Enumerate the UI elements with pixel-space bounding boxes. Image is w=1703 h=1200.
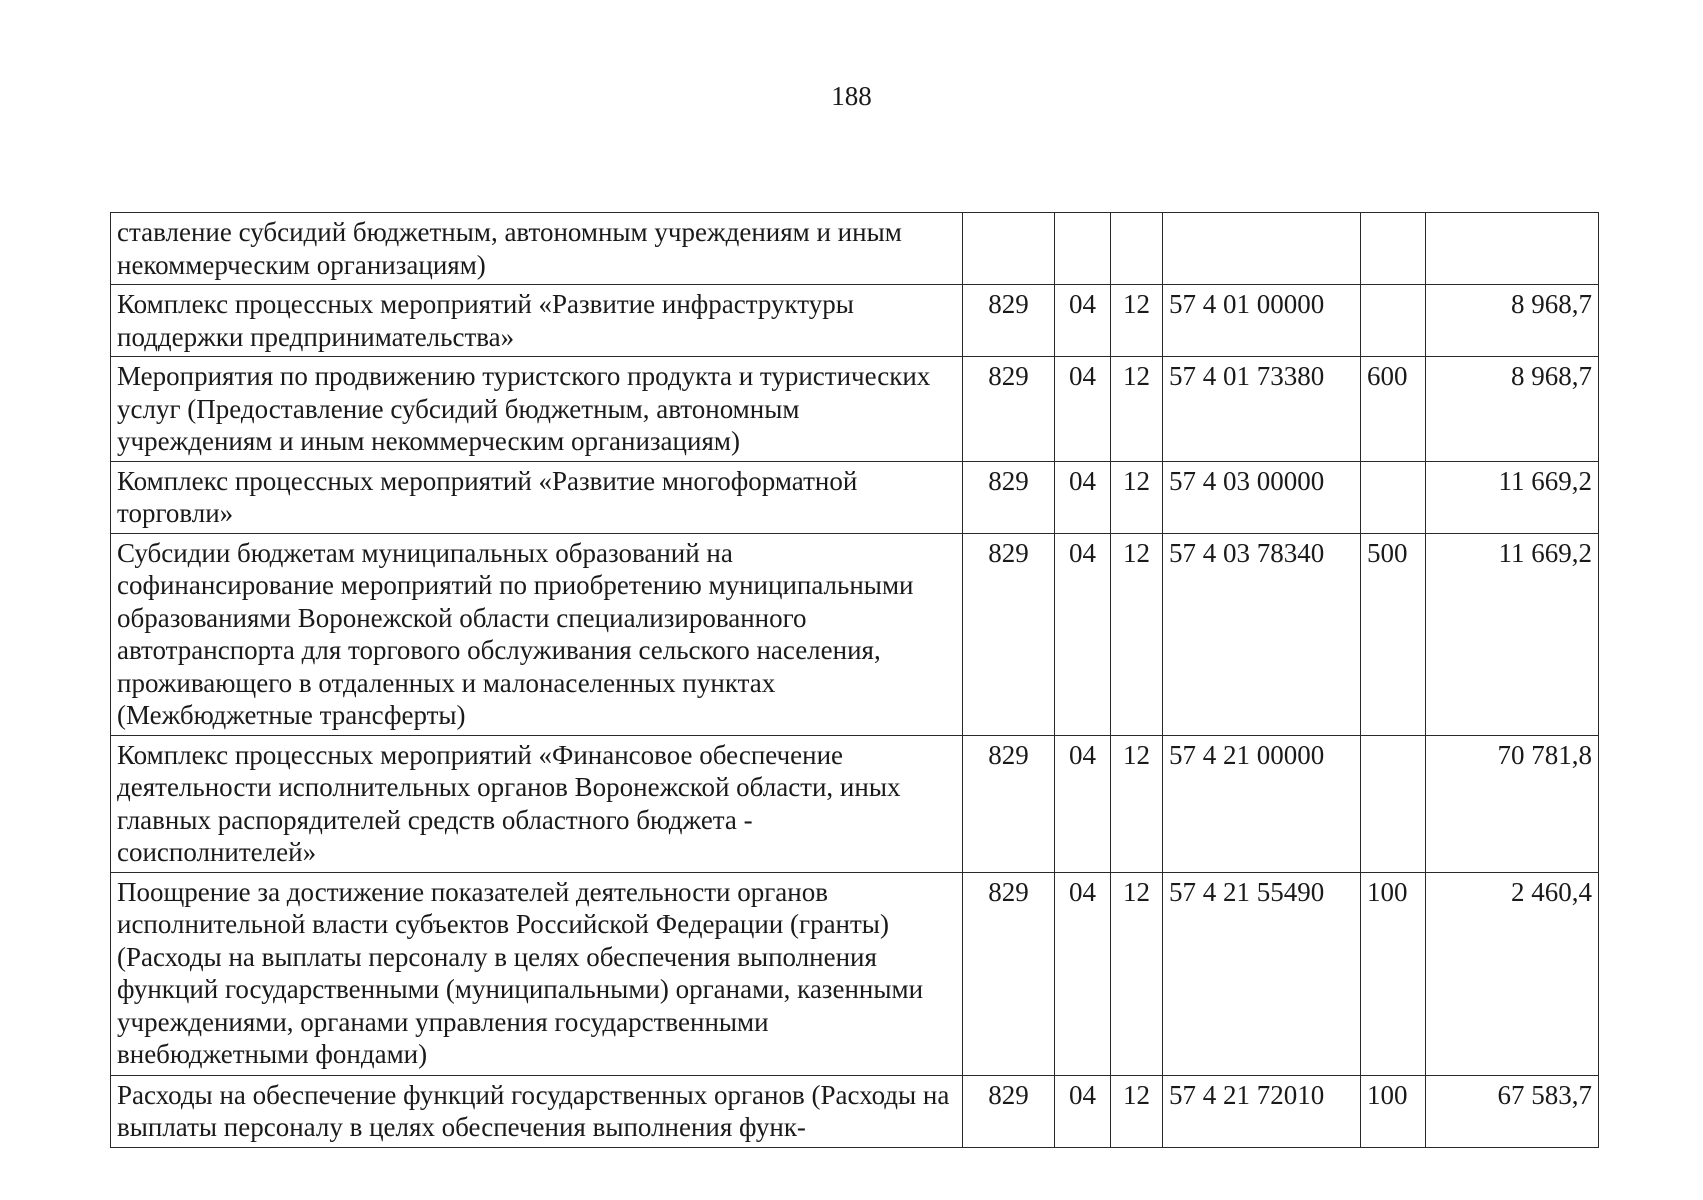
row-ministry-code: 829: [963, 1075, 1055, 1147]
table-row: [111, 461, 1599, 533]
row-sum: 8 968,7: [1426, 285, 1599, 357]
budget-table-body: [111, 213, 1599, 1148]
table-row: [111, 285, 1599, 357]
row-sum: 11 669,2: [1426, 533, 1599, 735]
row-name: Комплекс процессных мероприятий «Развитие инфраструктуры поддержки предпринимательства»: [111, 285, 963, 357]
row-ministry-code: 829: [963, 285, 1055, 357]
row-ministry-code: 829: [963, 461, 1055, 533]
row-sum: 8 968,7: [1426, 357, 1599, 462]
budget-table: [110, 212, 1599, 1148]
row-expense-type: [1361, 461, 1426, 533]
row-subsection-code: 12: [1111, 533, 1163, 735]
row-subsection-code: 12: [1111, 461, 1163, 533]
row-expense-type: 600: [1361, 357, 1426, 462]
row-subsection-code: 12: [1111, 357, 1163, 462]
row-ministry-code: [963, 213, 1055, 285]
row-sum: 11 669,2: [1426, 461, 1599, 533]
row-name: Поощрение за достижение показателей деятельности органов исполнительной власти субъектов Российской Федерации (гранты) (Расходы на выплаты персоналу в целях обеспечения выполнения функций государственными (муниципальными) органами, казенными учреждениями, органами управления государственными внебюджетными фондами): [111, 872, 963, 1075]
row-expense-type: [1361, 735, 1426, 872]
row-subsection-code: 12: [1111, 1075, 1163, 1147]
row-ministry-code: 829: [963, 357, 1055, 462]
row-name: ставление субсидий бюджетным, автономным учреждениям и иным некоммерческим организациям): [111, 213, 963, 285]
row-expense-type: 100: [1361, 1075, 1426, 1147]
row-name: Комплекс процессных мероприятий «Развитие многоформатной торговли»: [111, 461, 963, 533]
row-subsection-code: [1111, 213, 1163, 285]
row-ministry-code: 829: [963, 533, 1055, 735]
row-ministry-code: 829: [963, 735, 1055, 872]
row-target-code: 57 4 01 00000: [1163, 285, 1361, 357]
table-row: [111, 213, 1599, 285]
row-section-code: 04: [1055, 357, 1111, 462]
row-section-code: 04: [1055, 735, 1111, 872]
row-expense-type: 500: [1361, 533, 1426, 735]
row-section-code: 04: [1055, 533, 1111, 735]
row-section-code: 04: [1055, 872, 1111, 1075]
table-row: [111, 1075, 1599, 1147]
row-ministry-code: 829: [963, 872, 1055, 1075]
row-target-code: 57 4 03 78340: [1163, 533, 1361, 735]
table-row: [111, 533, 1599, 735]
row-target-code: 57 4 21 55490: [1163, 872, 1361, 1075]
row-target-code: 57 4 21 72010: [1163, 1075, 1361, 1147]
table-row: [111, 872, 1599, 1075]
row-name: Мероприятия по продвижению туристского продукта и туристических услуг (Предоставление субсидий бюджетным, автономным учреждениям и иным некоммерческим организациям): [111, 357, 963, 462]
row-name: Субсидии бюджетам муниципальных образований на софинансирование мероприятий по приобретению муниципальными образованиями Воронежской области специализированного автотранспорта для торгового обслуживания сельского населения, проживающего в отдаленных и малонаселенных пунктах (Межбюджетные трансферты): [111, 533, 963, 735]
row-target-code: 57 4 03 00000: [1163, 461, 1361, 533]
row-name: Расходы на обеспечение функций государственных органов (Расходы на выплаты персоналу в целях обеспечения выполнения функ-: [111, 1075, 963, 1147]
row-expense-type: [1361, 213, 1426, 285]
row-target-code: [1163, 213, 1361, 285]
row-section-code: 04: [1055, 1075, 1111, 1147]
table-row: [111, 357, 1599, 462]
table-row: [111, 735, 1599, 872]
row-target-code: 57 4 21 00000: [1163, 735, 1361, 872]
row-sum: 2 460,4: [1426, 872, 1599, 1075]
page-number: 188: [831, 81, 872, 111]
row-expense-type: 100: [1361, 872, 1426, 1075]
row-sum: 67 583,7: [1426, 1075, 1599, 1147]
row-expense-type: [1361, 285, 1426, 357]
row-sum: 70 781,8: [1426, 735, 1599, 872]
row-name: Комплекс процессных мероприятий «Финансовое обеспечение деятельности исполнительных органов Воронежской области, иных главных распорядителей средств областного бюджета - соисполнителей»: [111, 735, 963, 872]
row-sum: [1426, 213, 1599, 285]
row-section-code: 04: [1055, 461, 1111, 533]
row-subsection-code: 12: [1111, 735, 1163, 872]
row-section-code: 04: [1055, 285, 1111, 357]
row-subsection-code: 12: [1111, 872, 1163, 1075]
row-section-code: [1055, 213, 1111, 285]
row-target-code: 57 4 01 73380: [1163, 357, 1361, 462]
row-subsection-code: 12: [1111, 285, 1163, 357]
